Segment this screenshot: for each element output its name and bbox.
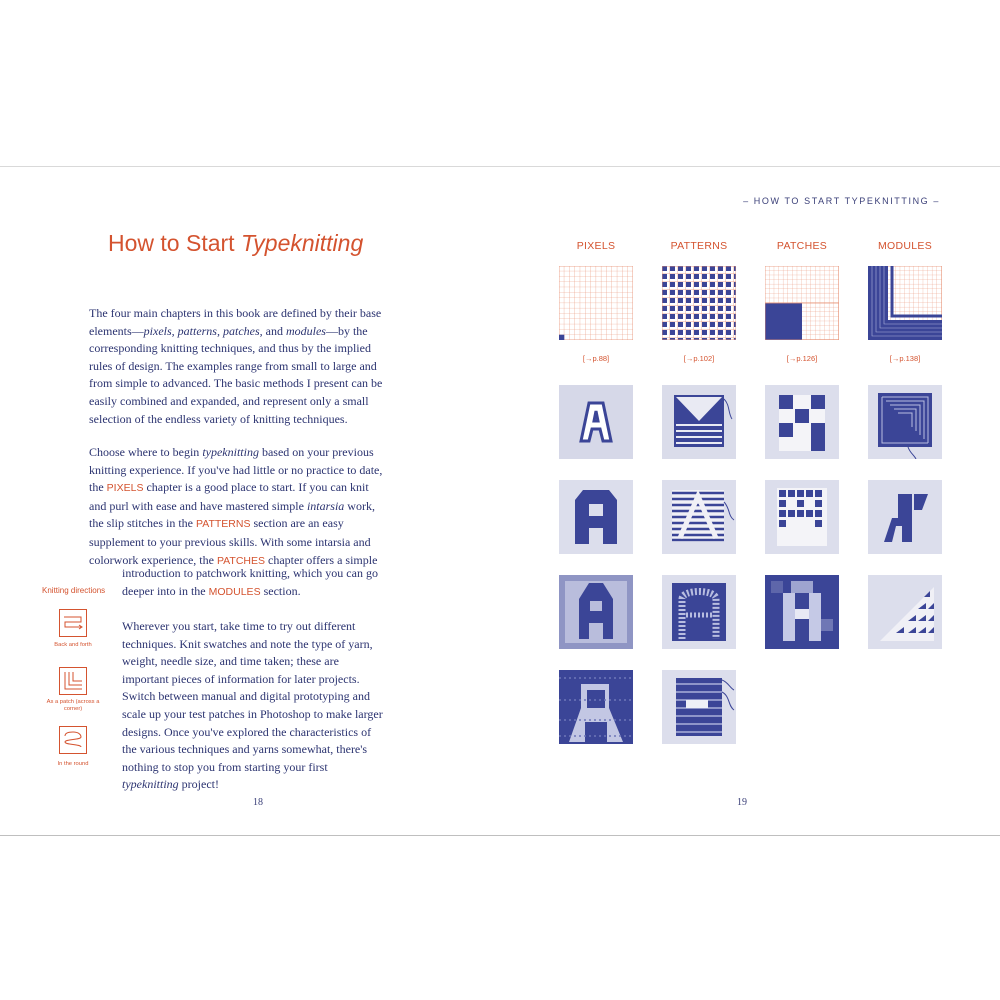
modules-keyword: MODULES — [208, 585, 261, 598]
running-header: – HOW TO START TYPEKNITTING – — [743, 196, 940, 206]
modules-grid-diagram — [868, 266, 942, 340]
patches-page-ref: [→p.126] — [786, 354, 818, 363]
back-and-forth-label: Back and forth — [54, 642, 92, 648]
title-regular: How to Start — [108, 230, 241, 256]
back-and-forth-icon — [59, 609, 87, 637]
modules-swatch-3 — [868, 575, 942, 649]
patterns-swatch-4 — [662, 670, 736, 744]
column-heading-pixels: PIXELS — [576, 240, 616, 252]
pixels-swatch-1 — [559, 385, 633, 459]
in-the-round-icon — [59, 726, 87, 754]
in-the-round-label: In the round — [57, 761, 89, 767]
pixels-swatch-3 — [559, 575, 633, 649]
modules-swatch-1 — [868, 385, 942, 459]
pixels-swatch-2 — [559, 480, 633, 554]
modules-page-ref: [→p.138] — [889, 354, 921, 363]
patches-keyword: PATCHES — [216, 554, 265, 567]
paragraph-2-continued: introduction to patchwork knitting, which you can go deeper into in the MODULES section. — [122, 566, 378, 598]
pixels-page-ref: [→p.88] — [582, 354, 610, 363]
patches-grid-diagram — [765, 266, 839, 340]
page-number-left: 18 — [253, 797, 263, 808]
page-title — [108, 230, 363, 257]
patterns-grid-diagram — [662, 266, 736, 340]
page-number-right: 19 — [737, 797, 747, 808]
title-italic: Typeknitting — [240, 230, 364, 256]
patterns-swatch-2 — [662, 480, 736, 554]
patches-swatch-2 — [765, 480, 839, 554]
paragraph-1: The four main chapters in this book are defined by their base elements—pixels, patterns, patches, and modules—by the corresponding knitting techniques, and thus by the implied rules of design. The examples range from small to large and from simple to advanced. The basic methods I present can be easily combined and expanded, and represent only a small selection of the endless variety of knitting techniques. — [89, 306, 383, 426]
patches-swatch-3 — [765, 575, 839, 649]
patch-corner-icon — [59, 667, 87, 695]
modules-swatch-2 — [868, 480, 942, 554]
patterns-swatch-3 — [662, 575, 736, 649]
knitting-directions-title: Knitting directions — [42, 586, 106, 595]
column-heading-patches: PATCHES — [776, 240, 828, 252]
patterns-swatch-1 — [662, 385, 736, 459]
patches-swatch-1 — [765, 385, 839, 459]
paragraph-3: Wherever you start, take time to try out different techniques. Knit swatches and note the type of yarn, weight, needle size, and time taken; these are important pieces of information for later projects. Switch between manual and digital prototyping and scale up your test patches in Photoshop to make larger designs. Once you've explored the characteristics of the various techniques and yarns somewhat, there's nothing to stop you from starting your first typeknitting project! — [122, 619, 383, 792]
pixels-keyword: PIXELS — [106, 482, 144, 495]
column-heading-patterns: PATTERNS — [670, 240, 728, 252]
patterns-keyword: PATTERNS — [196, 518, 251, 531]
pixels-swatch-4 — [559, 670, 633, 744]
patch-corner-label: As a patch (across a corner) — [46, 699, 100, 712]
column-heading-modules: MODULES — [877, 240, 933, 252]
pixels-grid-diagram — [559, 266, 633, 340]
patterns-page-ref: [→p.102] — [683, 354, 715, 363]
paragraph-2: Choose where to begin typeknitting based on your previous knitting experience. If you've had little or no practice to date, the PIXELS chapter is a good place to start. If you can knit and purl with ease and have mastered simple intarsia work, the slip stitches in the PATTERNS section are an easy supplement to your previous skills. With some intarsia and colorwork experience, the PATCHES chapter offers a simple — [89, 445, 383, 567]
